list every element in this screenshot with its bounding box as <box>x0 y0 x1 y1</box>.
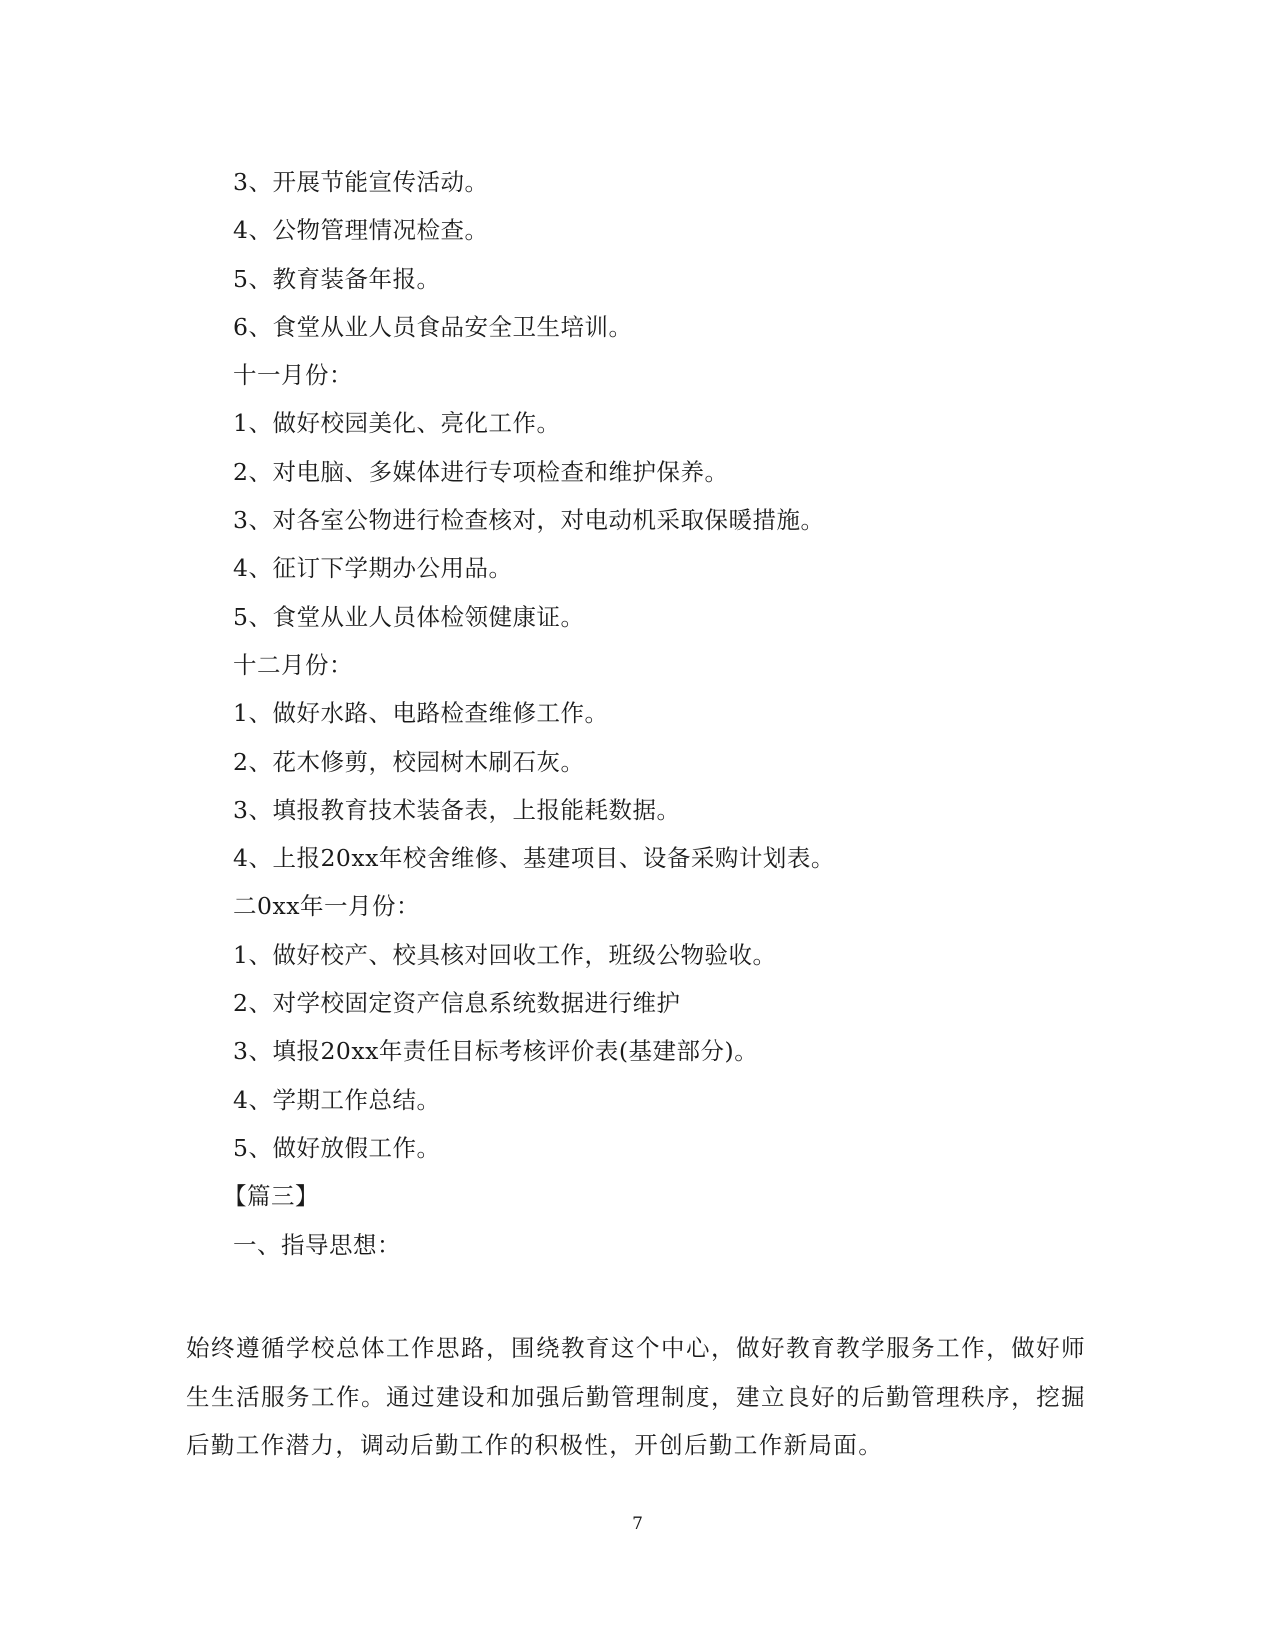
list-item: 2、对学校固定资产信息系统数据进行维护 <box>233 989 681 1018</box>
page-number: 7 <box>632 1514 643 1534</box>
list-item: 3、填报20xx年责任目标考核评价表(基建部分)。 <box>233 1037 759 1066</box>
month-heading: 十一月份： <box>233 361 353 390</box>
list-item: 3、填报教育技术装备表，上报能耗数据。 <box>233 795 681 824</box>
list-item: 1、做好校园美化、亮化工作。 <box>233 409 561 438</box>
subsection-heading: 一、指导思想： <box>233 1230 401 1259</box>
list-item: 3、对各室公物进行检查核对，对电动机采取保暖措施。 <box>233 506 825 535</box>
list-item: 2、对电脑、多媒体进行专项检查和维护保养。 <box>233 457 729 486</box>
list-item: 4、学期工作总结。 <box>233 1085 441 1114</box>
list-item: 5、做好放假工作。 <box>233 1133 441 1162</box>
list-item: 5、食堂从业人员体检领健康证。 <box>233 602 585 631</box>
list-item: 4、公物管理情况检查。 <box>233 216 489 245</box>
list-item: 4、征订下学期办公用品。 <box>233 554 513 583</box>
guiding-ideology-paragraph: 始终遵循学校总体工作思路，围绕教育这个中心，做好教育教学服务工作，做好师生生活服务工作。通过建设和加强后勤管理制度，建立良好的后勤管理秩序，挖掘后勤工作潜力，调动后勤工作的积极性，开创后勤工作新局面。 <box>186 1334 1086 1459</box>
work-plan-list <box>223 162 1133 1273</box>
list-item: 3、开展节能宣传活动。 <box>233 168 489 196</box>
list-item: 2、花木修剪，校园树木刷石灰。 <box>233 747 585 776</box>
section-heading: 【篇三】 <box>223 1182 319 1211</box>
list-item: 4、上报20xx年校舍维修、基建项目、设备采购计划表。 <box>233 844 835 873</box>
list-item: 1、做好校产、校具核对回收工作，班级公物验收。 <box>233 940 777 969</box>
list-item: 1、做好水路、电路检查维修工作。 <box>233 699 609 728</box>
list-item: 6、食堂从业人员食品安全卫生培训。 <box>233 312 633 341</box>
month-heading: 二0xx年一月份： <box>233 892 420 921</box>
month-heading: 十二月份： <box>233 650 353 679</box>
list-item: 5、教育装备年报。 <box>233 264 441 293</box>
